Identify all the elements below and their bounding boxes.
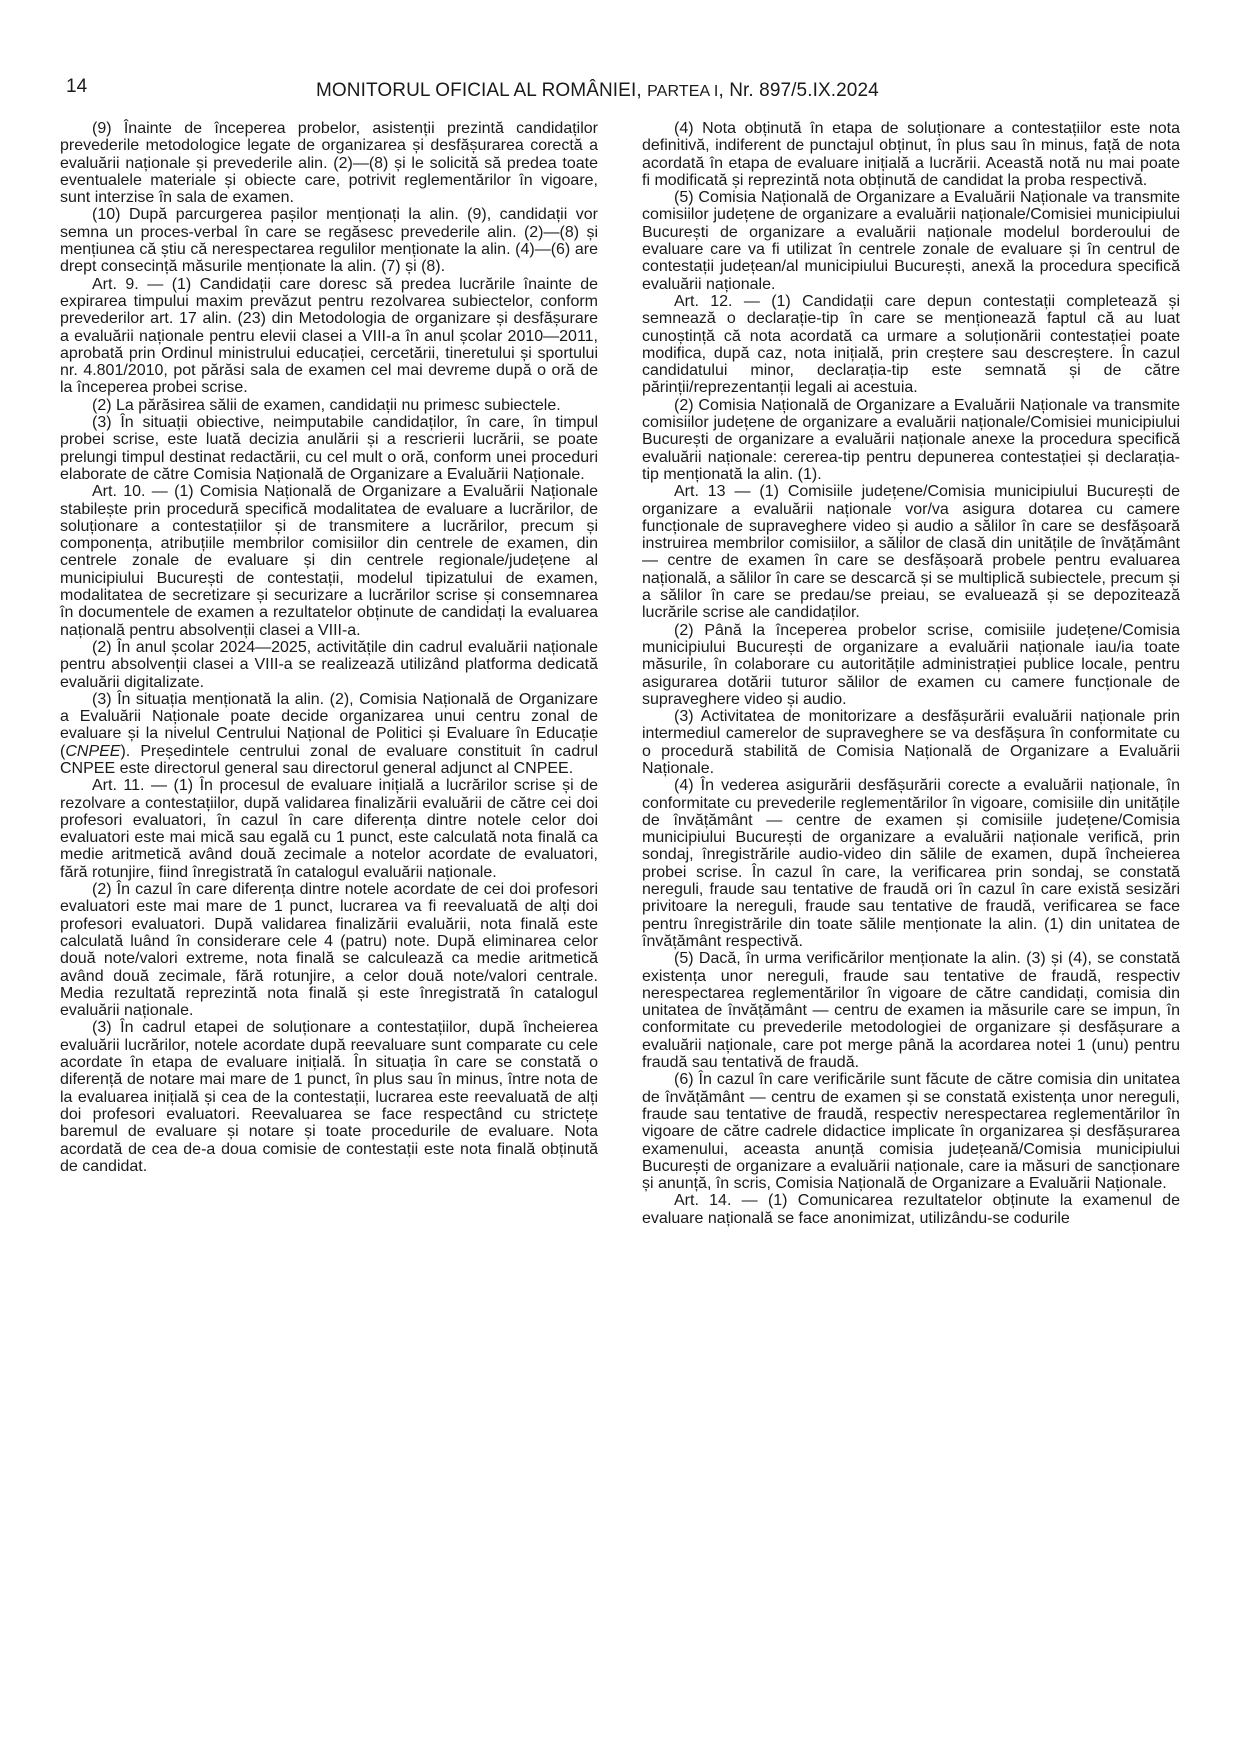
paragraph: (4) Nota obținută în etapa de soluționare a contestațiilor este nota definitivă, indiferent de punctajul obținut, în plus sau în minus, față de nota acordată în etapa de evaluare inițială a lucrării. Această notă nu mai poate fi modificată și reprezintă nota obținută de candidat la proba respectivă.	[642, 120, 1180, 189]
paragraph: Art. 10. — (1) Comisia Națională de Organizare a Evaluării Naționale stabilește prin procedură specifică modalitatea de evaluare a lucrărilor, de soluționare a contestațiilor și de transmitere a lucrărilor, precum și componența, atribuțiile membrilor comisiilor din centrele de examen, din centrele zonale de evaluare și din centrele regionale/județene al municipiului București de contestații, modelul tipizatului de examen, modalitatea de secretizare și securizare a lucrărilor scrise și consemnarea în documentele de examen a rezultatelor obținute de candidați la evaluarea națională pentru absolvenții clasei a VIII-a.	[60, 483, 598, 639]
paragraph: (3) În situații obiective, neimputabile candidaților, în care, în timpul probei scrise, este luată decizia anulării și a rescrierii lucrării, se poate prelungi timpul destinat redactării, cu cel mult o oră, conform unei proceduri elaborate de către Comisia Națională de Organizare a Evaluării Naționale.	[60, 414, 598, 483]
paragraph: (9) Înainte de începerea probelor, asistenții prezintă candidaților prevederile metodologice legate de organizarea și desfășurarea corectă a evaluării naționale și prevederile alin. (2)—(8) și le solicită să predea toate eventualele materiale și obiecte care, potrivit reglementărilor în vigoare, sunt interzise în sala de examen.	[60, 120, 598, 207]
paragraph: Art. 14. — (1) Comunicarea rezultatelor obținute la examenul de evaluare națională se face anonimizat, utilizându-se codurile	[642, 1192, 1180, 1227]
paragraph: (2) Comisia Națională de Organizare a Evaluării Naționale va transmite comisiilor județene de organizare a evaluării naționale/Comisiei municipiului București de organizare a evaluării naționale anexe la procedura specifică evaluării naționale: cererea-tip pentru depunerea contestației și declarația-tip menționată la alin. (1).	[642, 396, 1180, 483]
paragraph: (2) În cazul în care diferența dintre notele acordate de cei doi profesori evaluatori este mai mare de 1 punct, lucrarea va fi reevaluată de alți doi profesori evaluatori. După validarea finalizării evaluării, nota finală este calculată luând în considerare cele 4 (patru) note. După eliminarea celor două note/valori extreme, nota finală se calculează ca medie aritmetică având două zecimale, fără rotunjire, a celor două note/valori centrale. Media rezultată reprezintă nota finală și este înregistrată în catalogul evaluării naționale.	[60, 881, 598, 1020]
paragraph: (2) În anul școlar 2024—2025, activitățile din cadrul evaluării naționale pentru absolvenții clasei a VIII-a se realizează utilizând platforma dedicată evaluării digitalizate.	[60, 638, 598, 691]
paragraph: (3) În cadrul etapei de soluționare a contestațiilor, după încheierea evaluării lucrărilor, notele acordate după reevaluare sunt comparate cu cele acordate în etapa de evaluare inițială. În situația în care se constată o diferență de notare mai mare de 1 punct, în plus sau în minus, între nota de la evaluarea inițială și cea de la contestații, lucrarea este reevaluată de alți doi profesori evaluatori. Reevaluarea se face respectând cu strictețe baremul de evaluare și notare și toate procedurile de evaluare. Nota acordată de cea de-a doua comisie de contestații este nota finală obținută de candidat.	[60, 1019, 598, 1175]
paragraph: (3) Activitatea de monitorizare a desfășurării evaluării naționale prin intermediul camerelor de supraveghere se va desfășura în conformitate cu o procedură stabilită de Comisia Națională de Organizare a Evaluării Naționale.	[642, 708, 1180, 777]
paragraph-text: (3) În situația menționată la alin. (2), Comisia Națională de Organizare a Evaluării Naționale poate decide organizarea unui centru zonal de evaluare și la nivelul Centrului Național de Politici și Evaluare în Educație (	[60, 690, 598, 760]
journal-title	[316, 80, 879, 102]
paragraph: (10) După parcurgerea pașilor menționați la alin. (9), candidații vor semna un proces-verbal în care se regăsesc prevederile alin. (2)—(8) și mențiunea că știu că nerespectarea regulilor menționate la alin. (4)—(6) are drept consecință măsurile menționate la alin. (7) și (8).	[60, 206, 598, 276]
paragraph: Art. 13 — (1) Comisiile județene/Comisia municipiului București de organizare a evaluării naționale vor/va asigura dotarea cu camere funcționale de supraveghere video și audio a sălilor în care se desfășoară instruirea membrilor comisiilor, a sălilor de clasă din unitățile de învățământ — centre de examen în care se desfășoară probele pentru evaluarea națională, a sălilor în care se descarcă și se multiplică subiectele, precum și a sălilor în care se predau/se preiau, se evaluează și se depozitează lucrările scrise ale candidaților.	[642, 483, 1180, 622]
page-header	[0, 76, 1240, 106]
abbreviation: CNPEE	[65, 742, 121, 760]
paragraph-cnpee	[60, 691, 598, 777]
paragraph: (5) Dacă, în urma verificărilor menționate la alin. (3) și (4), se constată existența unor nereguli, fraude sau tentative de fraudă, respectiv nerespectarea reglementărilor în vigoare de către candidați, comisia din unitatea de învățământ — centru de examen ia măsurile care se impun, în conformitate cu prevederile metodologiei de organizare și desfășurare a evaluării naționale, care pot merge până la acordarea notei 1 (unu) pentru fraudă sau tentativă de fraudă.	[642, 950, 1180, 1072]
paragraph: Art. 11. — (1) În procesul de evaluare inițială a lucrărilor scrise și de rezolvare a contestațiilor, după validarea finalizării evaluării de către cei doi profesori evaluatori, în cazul în care diferența dintre notele celor doi evaluatori este mai mică sau egală cu 1 punct, este calculată nota finală ca medie aritmetică având două zecimale a notelor acordate de evaluatori, fără rotunjire, fiind înregistrată în catalogul evaluării naționale.	[60, 777, 598, 881]
journal-issue: , Nr. 897/5.IX.2024	[718, 80, 879, 101]
paragraph: Art. 12. — (1) Candidații care depun contestații completează și semnează o declarație-tip în care se menționează faptul că au luat cunoștință că nota acordată ca urmare a soluționării contestației poate modifica, după caz, nota inițială, prin creștere sau descreștere. În cazul candidatului minor, declarația-tip este semnată și de către părinții/reprezentanții legali ai acestuia.	[642, 292, 1180, 397]
paragraph-text: ). Președintele centrului zonal de evaluare constituit în cadrul CNPEE este directorul general sau directorul general adjunct al CNPEE.	[60, 742, 598, 777]
paragraph: (5) Comisia Națională de Organizare a Evaluării Naționale va transmite comisiilor județene de organizare a evaluării naționale/Comisiei municipiului București de organizare a evaluării naționale modelul borderoului de evaluare care va fi utilizat în centrele zonale de evaluare și în centrul de contestații județean/al municipiului București, anexă la procedura specifică evaluării naționale.	[642, 189, 1180, 293]
paragraph: (2) Până la începerea probelor scrise, comisiile județene/Comisia municipiului București de organizare a evaluării naționale iau/ia toate măsurile, în colaborare cu autoritățile administrației publice locale, pentru asigurarea dotării tuturor sălilor de examen cu camere funcționale de supraveghere video și audio.	[642, 621, 1180, 708]
paragraph: (2) La părăsirea sălii de examen, candidații nu primesc subiectele.	[92, 396, 561, 414]
paragraph: (4) În vederea asigurării desfășurării corecte a evaluării naționale, în conformitate cu prevederile reglementărilor în vigoare, comisiile din unitățile de învățământ — centre de examen și comisiile județene/Comisia municipiului București de organizare a evaluării naționale verifică, prin sondaj, înregistrările audio-video din sălile de examen, după încheierea probei scrise. În cazul în care, la verificarea prin sondaj, se constată nereguli, fraude sau tentative de fraudă ori în cazul în care există sesizări privitoare la nereguli, fraude sau tentative de fraudă, verificarea se face pentru înregistrările din toate sălile menționate la alin. (1) din unitatea de învățământ respectivă.	[642, 777, 1180, 950]
page-number: 14	[66, 76, 88, 97]
right-column	[642, 120, 1180, 1227]
paragraph: Art. 9. — (1) Candidații care doresc să predea lucrările înainte de expirarea timpului maxim prevăzut pentru rezolvarea subiectelor, conform prevederilor art. 17 alin. (23) din Metodologia de organizare și desfășurare a evaluării naționale pentru elevii clasei a VIII-a în anul școlar 2010—2011, aprobată prin Ordinul ministrului educației, cercetării, tineretului și sportului nr. 4.801/2010, pot părăsi sala de examen cel mai devreme după o oră de la începerea probei scrise.	[60, 275, 598, 397]
paragraph: (6) În cazul în care verificările sunt făcute de către comisia din unitatea de învățământ — centru de examen și se constată existența unor nereguli, fraude sau tentative de fraudă, respectiv nerespectarea reglementărilor în vigoare de către cadrele didactice implicate în organizarea și desfășurarea examenului, aceasta anunță comisia județeană/Comisia municipiului București de organizare a evaluării naționale, care ia măsuri de sancționare și anunță, în scris, Comisia Națională de Organizare a Evaluării Naționale.	[642, 1071, 1180, 1193]
journal-name: MONITORUL OFICIAL AL ROMÂNIEI,	[316, 80, 648, 101]
journal-part: PARTEA I	[647, 83, 719, 100]
left-column	[60, 120, 598, 1175]
